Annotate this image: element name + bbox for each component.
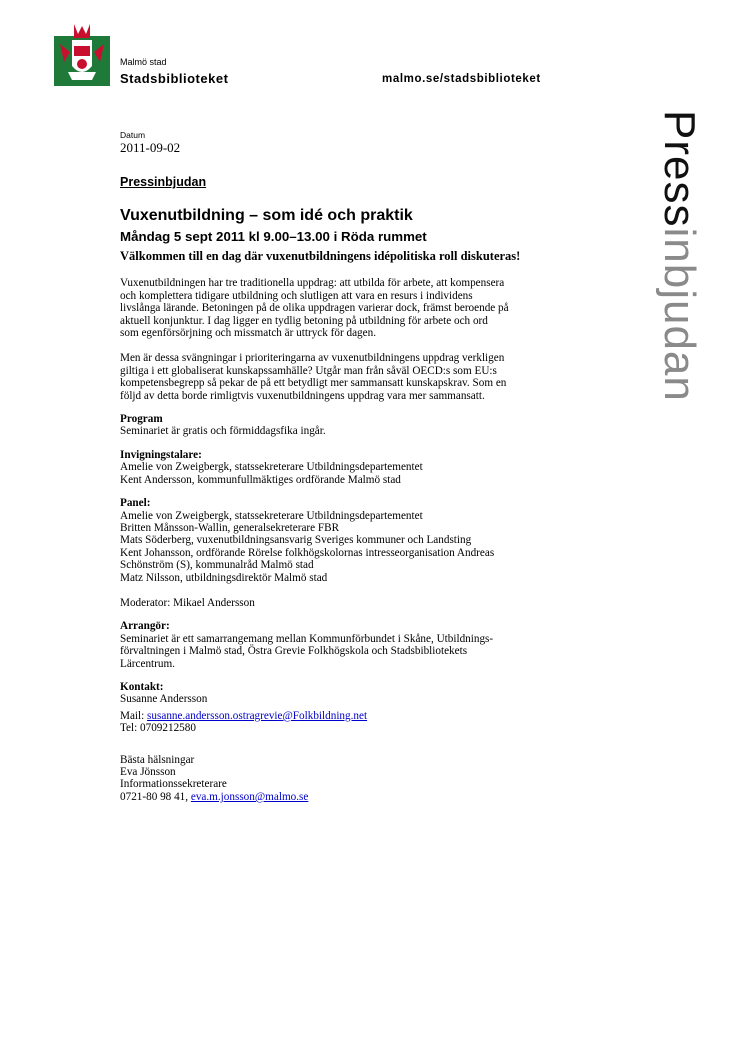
header-url: malmo.se/stadsbiblioteket: [382, 73, 541, 85]
closing-email-link[interactable]: eva.m.jonsson@malmo.se: [190, 790, 309, 803]
welcome-line: Välkommen till en dag där vuxenutbildningens idépolitiska roll diskuteras!: [120, 249, 521, 264]
panel-member: Kent Johansson, ordförande Rörelse folkhögskolornas intresseorganisation Andreas: [120, 546, 495, 559]
event-subtitle: Måndag 5 sept 2011 kl 9.00–13.00 i Röda rummet: [120, 229, 427, 245]
panel-member: Schönström (S), kommunalråd Malmö stad: [120, 559, 314, 572]
text-line: aktuell konjunktur. I dag ligger en tydlig betoning på utbildning för arbete och ord: [120, 314, 488, 327]
closing-greeting: Bästa hälsningar: [120, 753, 195, 766]
side-title-light: inbjudan: [655, 227, 704, 402]
panel-member: Matz Nilsson, utbildningsdirektör Malmö stad: [120, 571, 328, 584]
panel-member: Amelie von Zweigbergk, statssekreterare Utbildningsdepartementet: [120, 509, 423, 522]
malmo-coat-of-arms-logo: [54, 22, 110, 86]
side-title: [628, 110, 708, 450]
date-label: Datum: [120, 130, 146, 140]
arrangor-section: [120, 620, 590, 670]
paragraph-2: [120, 352, 590, 402]
panel-section: [120, 497, 590, 584]
text-line: livslånga lärande. Betoningen på de olika uppdragen varierar dock, främst beroende på: [120, 302, 509, 315]
text-line: som egenförsörjning och missmatch är uttryck för dagen.: [120, 327, 377, 340]
date: 2011-09-02: [120, 140, 181, 155]
text-line: Vuxenutbildningen har tre traditionella uppdrag: att utbilda för arbete, att kompensera: [120, 277, 505, 290]
kontakt-mail-line: [120, 710, 590, 722]
document-type: Pressinbjudan: [120, 175, 207, 189]
speaker-line: Kent Andersson, kommunfullmäktiges ordförande Malmö stad: [120, 473, 401, 486]
org-name-small: Malmö stad: [120, 57, 167, 67]
text-line: Men är dessa svängningar i prioriteringarna av vuxenutbildningens uppdrag verkligen: [120, 352, 505, 365]
side-title-dark: Press: [655, 110, 704, 228]
arrangor-line: förvaltningen i Malmö stad, Östra Grevie Folkhögskola och Stadsbibliotekets: [120, 645, 468, 658]
paragraph-1: [120, 277, 590, 339]
panel-member: Britten Månsson-Wallin, generalsekreterare FBR: [120, 521, 340, 534]
closing-phone: 0721-80 98 41,: [120, 790, 191, 803]
kontakt-title: Kontakt:: [120, 680, 164, 693]
kontakt-name: Susanne Andersson: [120, 693, 208, 706]
text-line: kompetensbegrepp så pekar de på ett betydligt mer sammansatt kunskapskrav. Som en: [120, 377, 507, 390]
closing-section: [120, 754, 590, 804]
panel-member: Mats Söderberg, vuxenutbildningsansvarig Sveriges kommuner och Landsting: [120, 534, 472, 547]
text-line: och komplettera tidigare utbildning och slutligen att vara en resurs i individens: [120, 289, 473, 302]
text-line: giltiga i ett globaliserat kunskapssamhälle? Utgår man från såväl OECD:s som EU:s: [120, 364, 497, 377]
program-title: Program: [120, 413, 163, 426]
moderator: Moderator: Mikael Andersson: [120, 596, 255, 609]
program-text: Seminariet är gratis och förmiddagsfika ingår.: [120, 425, 326, 438]
arrangor-title: Arrangör:: [120, 620, 170, 633]
panel-title: Panel:: [120, 497, 151, 510]
closing-name: Eva Jönsson: [120, 766, 176, 778]
kontakt-tel: Tel: 0709212580: [120, 722, 196, 735]
arrangor-line: Seminariet är ett samarrangemang mellan Kommunförbundet i Skåne, Utbildnings-: [120, 632, 494, 645]
org-name: Stadsbiblioteket: [120, 71, 229, 86]
invigning-section: [120, 449, 590, 486]
closing-role: Informationssekreterare: [120, 778, 227, 791]
closing-contact-line: [120, 791, 590, 803]
kontakt-section: [120, 681, 590, 735]
contact-email-link[interactable]: susanne.andersson.ostragrevie@Folkbildning.net: [147, 709, 368, 722]
mail-label: Mail:: [120, 709, 148, 722]
speaker-line: Amelie von Zweigbergk, statssekreterare Utbildningsdepartementet: [120, 461, 423, 474]
text-line: följd av detta borde rimligtvis vuxenutbildningens uppdrag vara mer sammansatt.: [120, 389, 485, 402]
event-title: Vuxenutbildning – som idé och praktik: [120, 207, 413, 225]
document-body: [120, 130, 590, 803]
invigning-title: Invigningstalare:: [120, 448, 202, 461]
arrangor-line: Lärcentrum.: [120, 657, 175, 670]
program-section: [120, 413, 590, 438]
